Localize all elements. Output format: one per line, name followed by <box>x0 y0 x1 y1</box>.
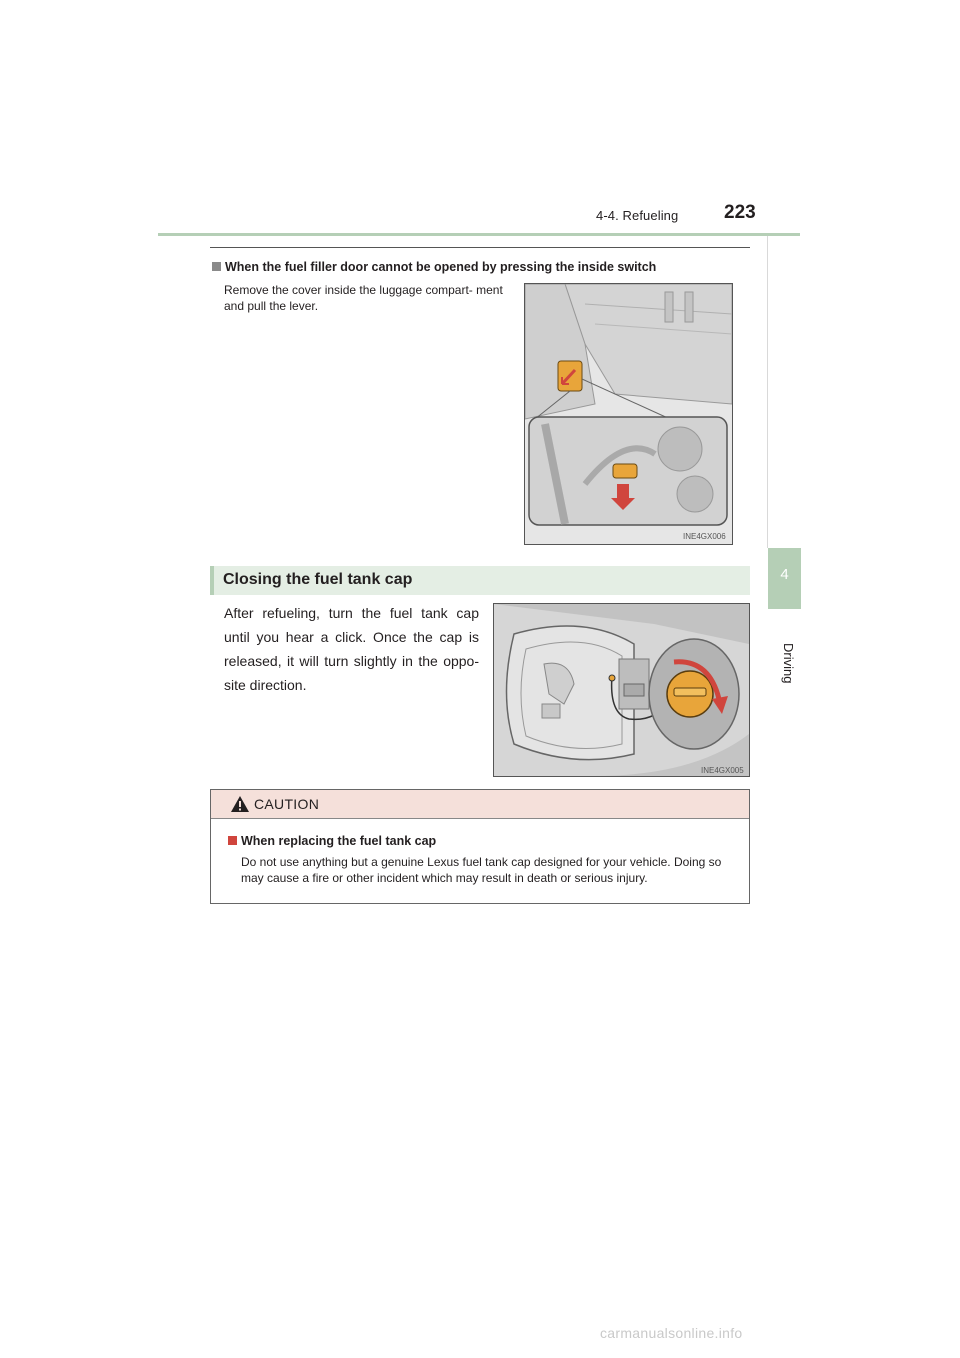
luggage-lever-illustration <box>525 284 732 544</box>
caution-title: CAUTION <box>254 796 320 812</box>
chapter-tab <box>768 548 801 609</box>
page-number: 223 <box>724 202 756 223</box>
caution-box <box>210 789 750 904</box>
header-section-title: 4-4. Refueling <box>596 208 679 223</box>
warning-triangle-icon <box>230 795 250 813</box>
content-rule <box>210 247 750 248</box>
caution-bullet-icon <box>228 836 237 845</box>
side-divider <box>767 236 768 548</box>
bullet-square-icon <box>212 262 221 271</box>
fuel-cap-illustration <box>494 604 749 776</box>
fuel-cap-figure <box>493 603 750 777</box>
note-heading-text: When the fuel filler door cannot be opened by pressing the inside switch <box>225 260 657 274</box>
section-bar-accent <box>210 566 214 595</box>
luggage-lever-figure <box>524 283 733 545</box>
note-body: Remove the cover inside the luggage compart- ment and pull the lever. <box>224 283 503 313</box>
section-body: After refueling, turn the fuel tank cap until you hear a click. Once the cap is released, it will turn slightly in the oppo- site direction. <box>224 605 479 693</box>
note-heading <box>212 260 656 274</box>
figure-code: INE4GX005 <box>701 766 744 775</box>
watermark: carmanualsonline.info <box>600 1325 743 1341</box>
section-header-bar <box>210 566 750 595</box>
header-rule <box>158 233 800 236</box>
caution-heading-text: When replacing the fuel tank cap <box>241 834 437 848</box>
chapter-label: Driving <box>781 643 796 684</box>
section-title: Closing the fuel tank cap <box>223 571 413 588</box>
caution-header <box>211 790 749 819</box>
caution-heading <box>228 834 436 848</box>
chapter-number: 4 <box>780 566 789 583</box>
caution-body: Do not use anything but a genuine Lexus fuel tank cap designed for your vehicle. Doing so may cause a fire or other incident which may result in death or serious injury. <box>241 855 722 885</box>
figure-code: INE4GX006 <box>683 532 726 541</box>
